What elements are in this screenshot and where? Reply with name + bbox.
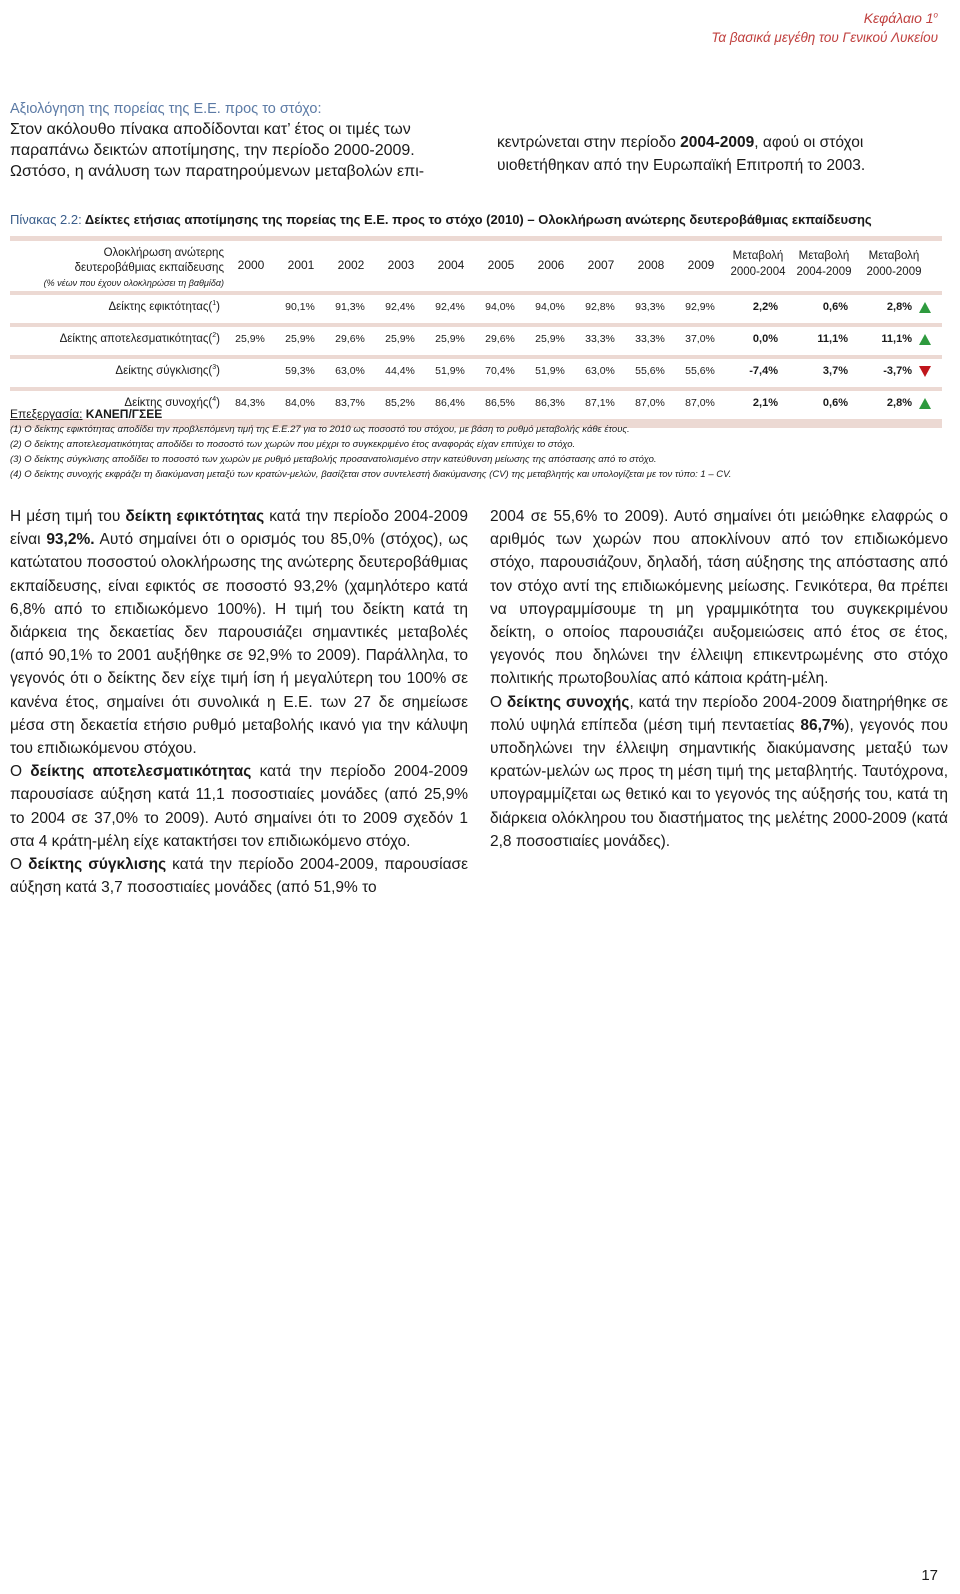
- trend-down-icon: [918, 365, 932, 378]
- trend-up-icon: [918, 333, 932, 346]
- intro-right: κεντρώνεται στην περίοδο 2004-2009, αφού οι στόχοι υιοθετήθηκαν από την Ευρωπαϊκή Επιτροπή το 2003.: [497, 134, 866, 174]
- change-header: Μεταβολή 2000-2004: [730, 250, 786, 278]
- change-cell: -3,7%: [883, 365, 912, 377]
- table-row: [10, 323, 942, 355]
- value-cell: 37,0%: [685, 333, 715, 345]
- change-cell: 0,6%: [822, 397, 848, 409]
- footnote: (4) Ο δείκτης συνοχής εκφράζει τη διακύμανση μεταξύ των κρατών-μελών, βασίζεται στον συντελεστή διακύμανσης (CV) της μεταβλητής και υπολογίζεται με τον τύπο: 1 – CV.: [10, 469, 732, 480]
- value-cell: 92,4%: [435, 301, 465, 313]
- value-cell: 25,9%: [435, 333, 465, 345]
- value-cell: 55,6%: [635, 365, 665, 377]
- value-cell: 51,9%: [435, 365, 465, 377]
- year-header: 2009: [687, 258, 715, 272]
- value-cell: 87,0%: [685, 397, 715, 409]
- year-header: 2005: [487, 258, 515, 272]
- row-label: Δείκτης εφικτότητας($^1$): [108, 300, 220, 313]
- footnote: (1) Ο δείκτης εφικτότητας αποδίδει την προβλεπόμενη τιμή της Ε.Ε.27 για το 2010 ως ποσοστό του στόχου, με βάση το ρυθμό μεταβολής κάθε έτους.: [10, 424, 630, 435]
- value-cell: 86,3%: [535, 397, 565, 409]
- change-cell: 2,2%: [752, 301, 778, 313]
- year-header: 2007: [587, 258, 615, 272]
- value-cell: 63,0%: [585, 365, 615, 377]
- chapter-label: Κεφάλαιο $1^o$: [863, 10, 938, 26]
- intro-text: Στον ακόλουθο πίνακα αποδίδονται κατ’ έτος οι τιμές των παραπάνω δεικτών αποτίμησης, την περίοδο 2000-2009. Ωστόσο, η ανάλυση των παρατηρούμενων μεταβολών επι-: [10, 121, 425, 180]
- value-cell: 63,0%: [335, 365, 365, 377]
- trend-up-icon: [918, 301, 932, 314]
- change-cell: 2,1%: [752, 397, 778, 409]
- table-footnotes: [10, 407, 950, 482]
- value-cell: 92,9%: [685, 301, 715, 313]
- change-header: Μεταβολή 2004-2009: [796, 250, 852, 278]
- value-cell: 90,1%: [285, 301, 315, 313]
- footnote: (2) Ο δείκτης αποτελεσματικότητας αποδίδει το ποσοστό των χωρών που μέχρι το συγκεκριμένο έτος αναφοράς είχαν επιτύχει το στόχο.: [10, 439, 576, 450]
- footnote: (3) Ο δείκτης σύγκλισης αποδίδει το ποσοστό των χωρών με ρυθμό μεταβολής προσανατολισμένο στην κατεύθυνση μείωσης της απόστασης από το στόχο.: [10, 454, 657, 465]
- table-row: [10, 291, 942, 323]
- value-cell: 92,8%: [585, 301, 615, 313]
- value-cell: 87,1%: [585, 397, 615, 409]
- value-cell: 25,9%: [535, 333, 565, 345]
- change-cell: 2,8%: [886, 397, 912, 409]
- change-cell: 3,7%: [822, 365, 848, 377]
- body-paragraph: Ο δείκτης σύγκλισης κατά την περίοδο 2004-2009, παρουσίασε αύξηση κατά 3,7 ποσοστιαίες μονάδες (από 51,9% το: [10, 856, 469, 897]
- value-cell: 51,9%: [535, 365, 565, 377]
- value-cell: 84,0%: [285, 397, 315, 409]
- row-label: Δείκτης σύγκλισης($^3$): [115, 364, 220, 377]
- value-cell: 25,9%: [385, 333, 415, 345]
- processing-note: Επεξεργασία: ΚΑΝΕΠ/ΓΣΕΕ: [10, 407, 163, 421]
- value-cell: 86,5%: [485, 397, 515, 409]
- section-subheading: Αξιολόγηση της πορείας της Ε.Ε. προς το στόχο:: [10, 101, 322, 117]
- value-cell: 94,0%: [535, 301, 565, 313]
- body-column-left: [10, 505, 468, 899]
- body-column-right: [490, 505, 948, 853]
- change-cell: 2,8%: [886, 301, 912, 313]
- row-label: Δείκτης συνοχής($^4$): [124, 396, 220, 409]
- value-cell: 83,7%: [335, 397, 365, 409]
- intro-left: [10, 100, 460, 182]
- page-number: 17: [921, 1567, 938, 1584]
- change-header: Μεταβολή 2000-2009: [866, 250, 922, 278]
- year-header: 2000: [237, 258, 265, 272]
- table-caption: Πίνακας 2.2: Δείκτες ετήσιας αποτίμησης της πορείας της Ε.Ε. προς το στόχο (2010) – Ολοκλήρωση ανώτερης δευτεροβάθμιας εκπαίδευσης: [10, 212, 872, 227]
- value-cell: 93,3%: [635, 301, 665, 313]
- year-header: 2003: [387, 258, 415, 272]
- value-cell: 59,3%: [285, 365, 315, 377]
- table-header-row: [10, 241, 942, 291]
- year-header: 2008: [637, 258, 665, 272]
- row-label: Δείκτης αποτελεσματικότητας($^2$): [59, 332, 220, 345]
- body-paragraph: Ο δείκτης συνοχής, κατά την περίοδο 2004-2009 διατηρήθηκε σε πολύ υψηλά επίπεδα (μέση τιμή πενταετίας 86,7%), γεγονός που υποδηλώνει την έλλειψη σημαντικής διακύμανσης μεταξύ των κρατών-μελών ως προς τη μέση τιμή της μεταβλητής. Ταυτόχρονα, υπογραμμίζεται ως θετικό και το γεγονός της αύξησής του, κατά τη διάρκεια ολόκληρου του διαστήματος της μελέτης 2000-2009 (κατά 2,8 ποσοστιαίες μονάδες).: [490, 693, 948, 850]
- table-row: [10, 355, 942, 387]
- body-paragraph: 2004 σε 55,6% το 2009). Αυτό σημαίνει ότι μειώθηκε ελαφρώς ο αριθμός των χωρών που αποκλίνουν από τον επιδιωκόμενο στόχο, παρουσιάζουν, δηλαδή, τάση αύξησης της απόστασης από τον στόχο αντί της επιδιωκόμενης μείωσης. Γενικότερα, θα πρέπει να υπογραμμίσουμε τη μη γραμμικότητα του συγκεκριμένου δείκτη, ο οποίος παρουσιάζει αυξομειώσεις από έτος σε έτος, γεγονός που δηλώνει την έλλειψη επικεντρωμένης στο στόχο πολιτικής πρωτοβουλίας από κάποια κράτη-μέλη.: [490, 508, 948, 688]
- value-cell: 33,3%: [635, 333, 665, 345]
- year-header: 2002: [337, 258, 365, 272]
- value-cell: 87,0%: [635, 397, 665, 409]
- change-cell: 11,1%: [881, 333, 912, 345]
- change-cell: 0,6%: [822, 301, 848, 313]
- value-cell: 85,2%: [385, 397, 415, 409]
- table-header-label: Ολοκλήρωση ανώτερης δευτεροβάθμιας εκπαίδευσης (% νέων που έχουν ολοκληρώσει τη βαθμίδα): [43, 247, 224, 288]
- value-cell: 84,3%: [235, 397, 265, 409]
- value-cell: 70,4%: [485, 365, 515, 377]
- value-cell: 44,4%: [385, 365, 415, 377]
- year-header: 2004: [437, 258, 465, 272]
- indicators-table: [10, 236, 942, 428]
- value-cell: 92,4%: [385, 301, 415, 313]
- change-cell: -7,4%: [749, 365, 778, 377]
- value-cell: 29,6%: [335, 333, 365, 345]
- value-cell: 33,3%: [585, 333, 615, 345]
- body-paragraph: Ο δείκτης αποτελεσματικότητας κατά την περίοδο 2004-2009 παρουσίασε αύξηση κατά 11,1 ποσοστιαίες μονάδες (από 25,9% το 2004 σε 37,0% το 2009). Αυτό σημαίνει ότι το 2009 σχεδόν 1 στα 4 κράτη-μέλη είχε κατακτήσει τον επιδιωκόμενο στόχο.: [10, 763, 468, 850]
- value-cell: 29,6%: [485, 333, 515, 345]
- year-header: 2001: [287, 258, 315, 272]
- change-cell: 11,1%: [817, 333, 848, 345]
- value-cell: 86,4%: [435, 397, 465, 409]
- year-header: 2006: [537, 258, 565, 272]
- value-cell: 25,9%: [235, 333, 265, 345]
- body-paragraph: Η μέση τιμή του δείκτη εφικτότητας κατά την περίοδο 2004-2009 είναι 93,2%. Αυτό σημαίνει ότι ο ορισμός του 85,0% (στόχος), ως κατώτατου ποσοστού ολοκλήρωσης της ανώτερης δευτεροβάθμιας εκπαίδευσης, είναι εφικτός σε ποσοστό 93,2% (χαμηλότερο κατά 6,8% από το επιδιωκόμενο 100%). Η τιμή του δείκτη κατά τη διάρκεια της δεκαετίας δεν παρουσιάζει σημαντικές μεταβολές (από 90,1% το 2001 αυξήθηκε σε 92,9% το 2009). Παράλληλα, το γεγονός ότι ο δείκτης δεν είχε τιμή ίση ή μεγαλύτερη του 100% σε κανένα έτος, σημαίνει ότι συνολικά η Ε.Ε. των 27 δε σημείωσε μέσα στη δεκαετία ετήσιο ρυθμό μεταβολής ικανό για την κάλυψη του επιδιωκόμενου στόχου.: [10, 508, 468, 758]
- change-cell: 0,0%: [752, 333, 778, 345]
- value-cell: 91,3%: [335, 301, 365, 313]
- value-cell: 94,0%: [485, 301, 515, 313]
- value-cell: 55,6%: [685, 365, 715, 377]
- running-header: Τα βασικά μεγέθη του Γενικού Λυκείου: [711, 30, 938, 45]
- value-cell: 25,9%: [285, 333, 315, 345]
